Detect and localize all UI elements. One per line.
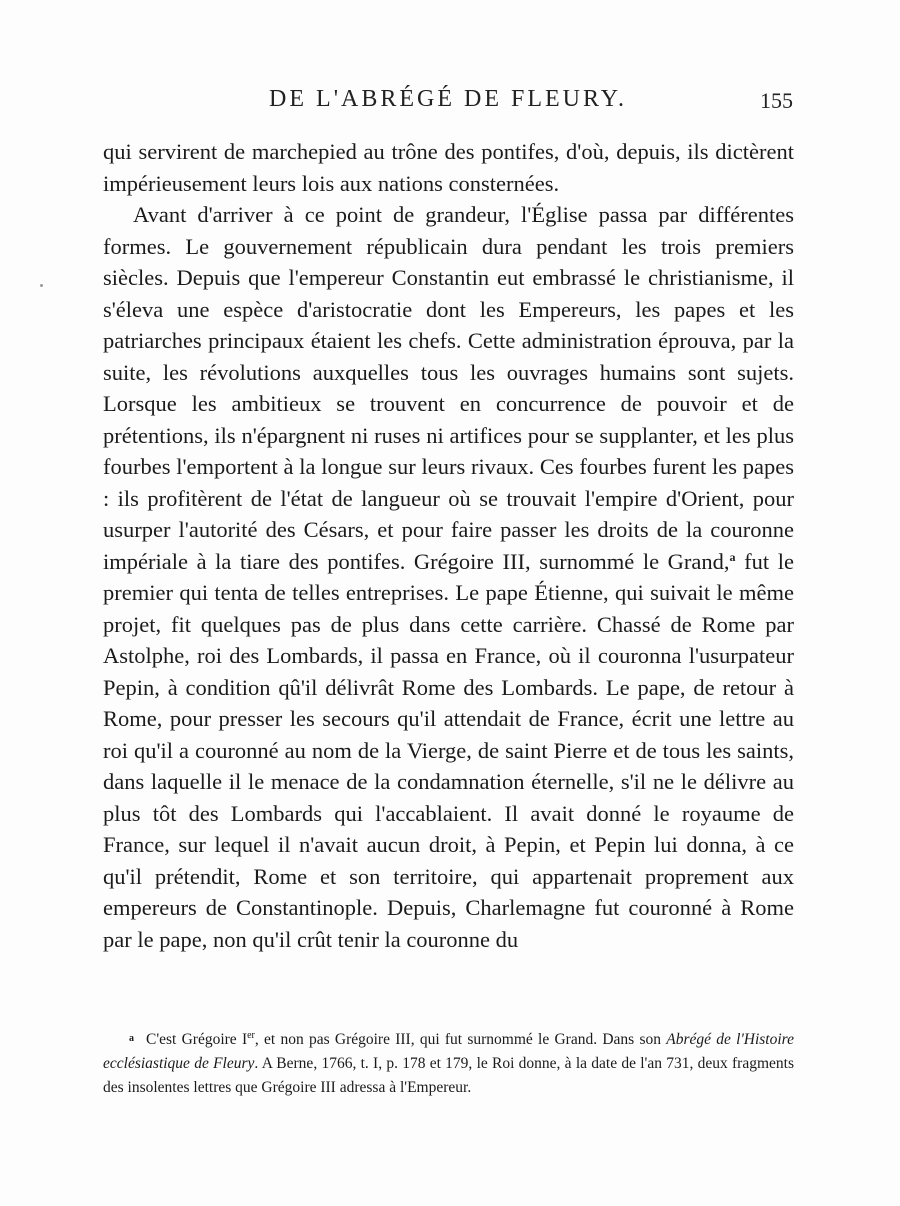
footnote-reference[interactable]: a	[729, 549, 736, 564]
footnote-superscript: er	[247, 1029, 255, 1041]
stray-mark	[40, 284, 43, 287]
paragraph-2	[103, 199, 794, 955]
body-text	[103, 136, 794, 955]
running-head	[103, 86, 793, 126]
footnote-marker: a	[129, 1033, 134, 1044]
footnote-text-1: C'est Grégoire I	[146, 1031, 248, 1048]
paragraph-1: qui servirent de marchepied au trône des pontifes, d'où, depuis, ils dictèrent impérieusement leurs lois aux nations consternées.	[103, 139, 794, 196]
page-number: 155	[760, 88, 793, 113]
running-title: DE L'ABRÉGÉ DE FLEURY.	[269, 86, 627, 112]
footnote-text-3: . A Berne, 1766, t. I, p. 178 et 179, le Roi donne, à la date de l'an 731, deux fragments des insolentes lettres que Grégoire III adressa à l'Empereur.	[103, 1055, 794, 1096]
footnote-book-title: Abrégé de l'Histoire ecclésiastique de Fleury	[103, 1031, 794, 1072]
paragraph-2-part-b: fut le premier qui tenta de telles entreprises. Le pape Étienne, qui suivait le même projet, fit quelques pas de plus dans cette carrière. Chassé de Rome par Astolphe, roi des Lombards, il passa en France, où il couronna l'usurpateur Pepin, à condition qû'il délivrât Rome des Lombards. Le pape, de retour à Rome, pour presser les secours qu'il attendait de France, écrit une lettre au roi qu'il a couronné au nom de la Vierge, de saint Pierre et de tous les saints, dans laquelle il le menace de la condamnation éternelle, s'il ne le délivre au plus tôt des Lombards qui l'accablaient. Il avait donné le royaume de France, sur lequel il n'avait aucun droit, à Pepin, et Pepin lui donna, à ce qu'il prétendit, Rome et son territoire, qui appartenait proprement aux empereurs de Constantinople. Depuis, Charlemagne fut couronné à Rome par le pape, non qu'il crût tenir la couronne du	[103, 548, 794, 952]
footnote	[103, 1027, 794, 1100]
footnote-text-2: , et non pas Grégoire III, qui fut surnommé le Grand. Dans son	[254, 1031, 667, 1048]
paragraph-2-part-a: Avant d'arriver à ce point de grandeur, l'Église passa par différentes formes. Le gouvernement républicain dura pendant les trois premiers siècles. Depuis que l'empereur Constantin eut embrassé le christianisme, il s'éleva une espèce d'aristocratie dont les Empereurs, les papes et les patriarches principaux étaient les chefs. Cette administration éprouva, par la suite, les révolutions auxquelles tous les ouvrages humains sont sujets. Lorsque les ambitieux se trouvent en concurrence de pouvoir et de prétentions, ils n'épargnent ni ruses ni artifices pour se supplanter, et les plus fourbes l'emportent à la longue sur leurs rivaux. Ces fourbes furent les papes : ils profitèrent de l'état de langueur où se trouvait l'empire d'Orient, pour usurper l'autorité des Césars, et pour faire passer les droits de la couronne impériale à la tiare des pontifes. Grégoire III, surnommé le Grand,	[103, 202, 794, 574]
